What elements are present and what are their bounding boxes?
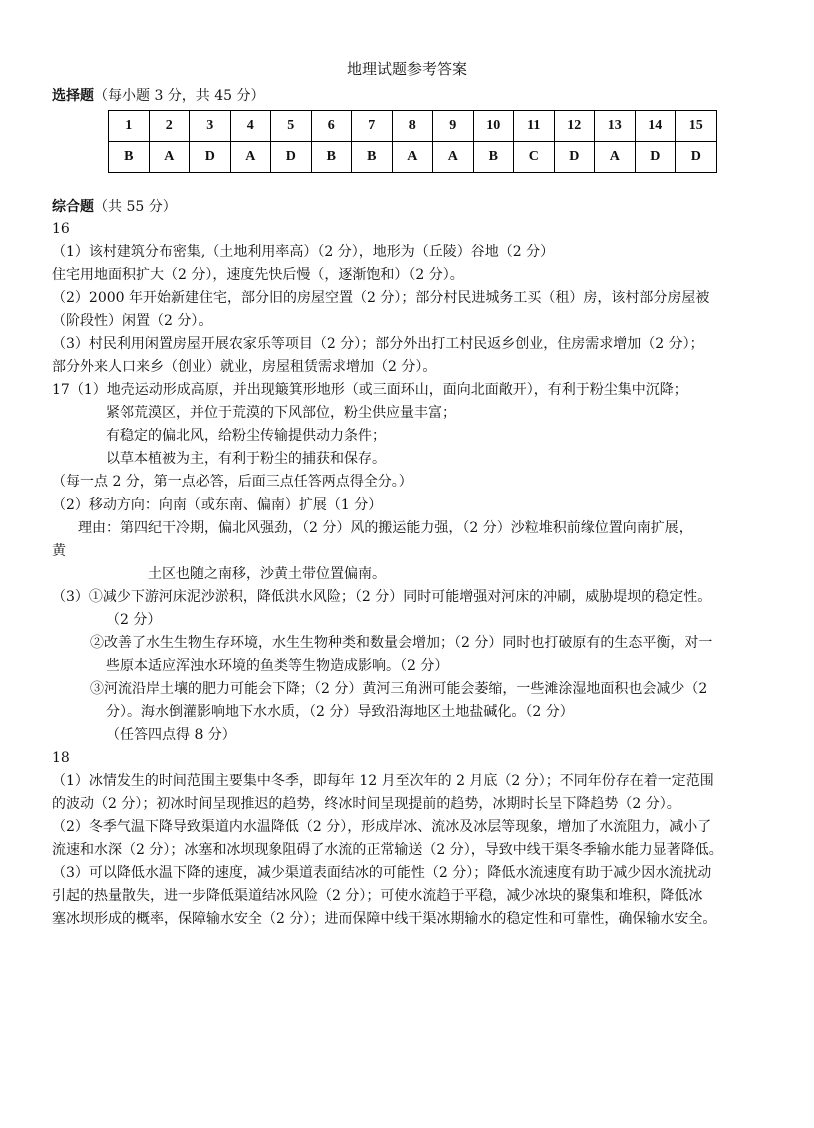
comprehensive-heading-label: 综合题 xyxy=(52,199,94,215)
answer-cell: C xyxy=(514,142,555,173)
answer-line: （任答四点得 8 分） xyxy=(106,727,236,743)
answer-cell: A xyxy=(595,142,636,173)
choice-heading xyxy=(52,86,265,106)
answer-row xyxy=(109,142,717,173)
answer-line: 有稳定的偏北风，给粉尘传输提供动力条件； xyxy=(106,428,386,444)
answer-line: （3）可以降低水温下降的速度，减少渠道表面结冰的可能性（2 分）；降低水流速度有助于减少因水流扰动 xyxy=(52,865,712,881)
answer-line: 分）。海水倒灌影响地下水水质，（2 分）导致沿海地区土地盐碱化。（2 分） xyxy=(106,704,574,720)
answer-cell: D xyxy=(271,142,312,173)
answer-line: （1）冰情发生的时间范围主要集中冬季，即每年 12 月至次年的 2 月底（2 分）；不同年份存在着一定范围 xyxy=(52,773,714,789)
question-number-cell: 3 xyxy=(190,111,231,142)
answer-line: 住宅用地面积扩大（2 分），速度先快后慢（，逐渐饱和）（2 分）。 xyxy=(52,267,464,283)
question-number-cell: 9 xyxy=(433,111,474,142)
choice-heading-label: 选择题 xyxy=(52,88,94,104)
answer-line: （3）村民利用闲置房屋开展农家乐等项目（2 分）；部分外出打工村民返乡创业，住房需求增加（2 分）； xyxy=(52,336,704,352)
question-number-cell: 5 xyxy=(271,111,312,142)
answer-table xyxy=(108,110,717,173)
comprehensive-heading-note: （共 55 分） xyxy=(94,199,177,215)
answer-cell: A xyxy=(230,142,271,173)
answer-line: ③河流沿岸土壤的肥力可能会下降；（2 分）黄河三角洲可能会萎缩，一些滩涂湿地面积也会减少（2 xyxy=(90,681,708,697)
answer-cell: A xyxy=(392,142,433,173)
answer-line: （1）该村建筑分布密集,（土地利用率高）（2 分），地形为（丘陵）谷地（2 分） xyxy=(52,244,555,260)
answer-line: 引起的热量散失，进一步降低渠道结冰风险（2 分）；可使水流趋于平稳，减少冰块的聚集和堆积，降低冰 xyxy=(52,888,703,904)
answer-line: （2 分） xyxy=(106,612,162,628)
answer-cell: B xyxy=(352,142,393,173)
answer-cell: B xyxy=(473,142,514,173)
answer-line: 些原本适应浑浊水环境的鱼类等生物造成影响。（2 分） xyxy=(106,658,449,674)
question-number-cell: 12 xyxy=(554,111,595,142)
comprehensive-heading xyxy=(52,197,177,217)
answer-line: 的波动（2 分）；初冰时间呈现推迟的趋势，终冰时间呈现提前的趋势，冰期时长呈下降趋势（2 分）。 xyxy=(52,796,681,812)
answer-line: 黄 xyxy=(52,543,66,559)
question-number-cell: 11 xyxy=(514,111,555,142)
question-number-cell: 13 xyxy=(595,111,636,142)
answer-line: 紧邻荒漠区，并位于荒漠的下风部位，粉尘供应量丰富； xyxy=(106,405,456,421)
answer-line: 17（1）地壳运动形成高原，并出现簸箕形地形（或三面环山，面向北面敞开），有利于粉尘集中沉降； xyxy=(52,382,688,398)
answer-line: 土区也随之南移，沙黄土带位置偏南。 xyxy=(148,566,386,582)
answer-line: （3）①减少下游河床泥沙淤积，降低洪水风险；（2 分）同时可能增强对河床的冲刷，威胁堤坝的稳定性。 xyxy=(52,589,712,605)
question-number-16: 16 xyxy=(52,221,70,237)
answer-line: （2）2000 年开始新建住宅，部分旧的房屋空置（2 分）；部分村民进城务工买（租）房，该村部分房屋被 xyxy=(52,290,710,306)
answer-line: ②改善了水生生物生存环境，水生生物种类和数量会增加；（2 分）同时也打破原有的生态平衡，对一 xyxy=(90,635,713,651)
question-number-cell: 15 xyxy=(676,111,717,142)
answer-cell: D xyxy=(554,142,595,173)
answer-cell: B xyxy=(311,142,352,173)
answer-line: 塞冰坝形成的概率，保障输水安全（2 分）；进而保障中线干渠冰期输水的稳定性和可靠性，确保输水安全。 xyxy=(52,911,717,927)
answer-cell: A xyxy=(149,142,190,173)
question-number-cell: 8 xyxy=(392,111,433,142)
answer-line: 以草本植被为主，有利于粉尘的捕获和保存。 xyxy=(106,451,386,467)
answer-line: （2）移动方向：向南（或东南、偏南）扩展（1 分） xyxy=(52,497,383,513)
answer-cell: D xyxy=(635,142,676,173)
answer-line: （阶段性）闲置（2 分）。 xyxy=(52,313,213,329)
question-number-row xyxy=(109,111,717,142)
question-number-cell: 1 xyxy=(109,111,150,142)
page-title: 地理试题参考答案 xyxy=(346,60,467,78)
answer-line: 流速和水深（2 分）；冰塞和冰坝现象阻碍了水流的正常输送（2 分），导致中线干渠冬季输水能力显著降低。 xyxy=(52,842,723,858)
answer-cell: A xyxy=(433,142,474,173)
answer-line: 部分外来人口来乡（创业）就业，房屋租赁需求增加（2 分）。 xyxy=(52,359,437,375)
answer-line: 理由：第四纪干冷期，偏北风强劲，（2 分）风的搬运能力强，（2 分）沙粒堆积前缘位置向南扩展， xyxy=(78,520,693,536)
answer-line: （2）冬季气温下降导致渠道内水温降低（2 分），形成岸冰、流冰及冰层等现象，增加了水流阻力，减小了 xyxy=(52,819,712,835)
answer-cell: D xyxy=(190,142,231,173)
question-number-cell: 7 xyxy=(352,111,393,142)
answer-cell: B xyxy=(109,142,150,173)
choice-heading-note: （每小题 3 分，共 45 分） xyxy=(94,88,265,104)
answer-line: （每一点 2 分，第一点必答，后面三点任答两点得全分。） xyxy=(52,474,413,490)
question-number-18: 18 xyxy=(52,750,70,766)
question-number-cell: 6 xyxy=(311,111,352,142)
question-number-cell: 10 xyxy=(473,111,514,142)
question-number-cell: 2 xyxy=(149,111,190,142)
question-number-cell: 14 xyxy=(635,111,676,142)
question-number-cell: 4 xyxy=(230,111,271,142)
answer-cell: D xyxy=(676,142,717,173)
